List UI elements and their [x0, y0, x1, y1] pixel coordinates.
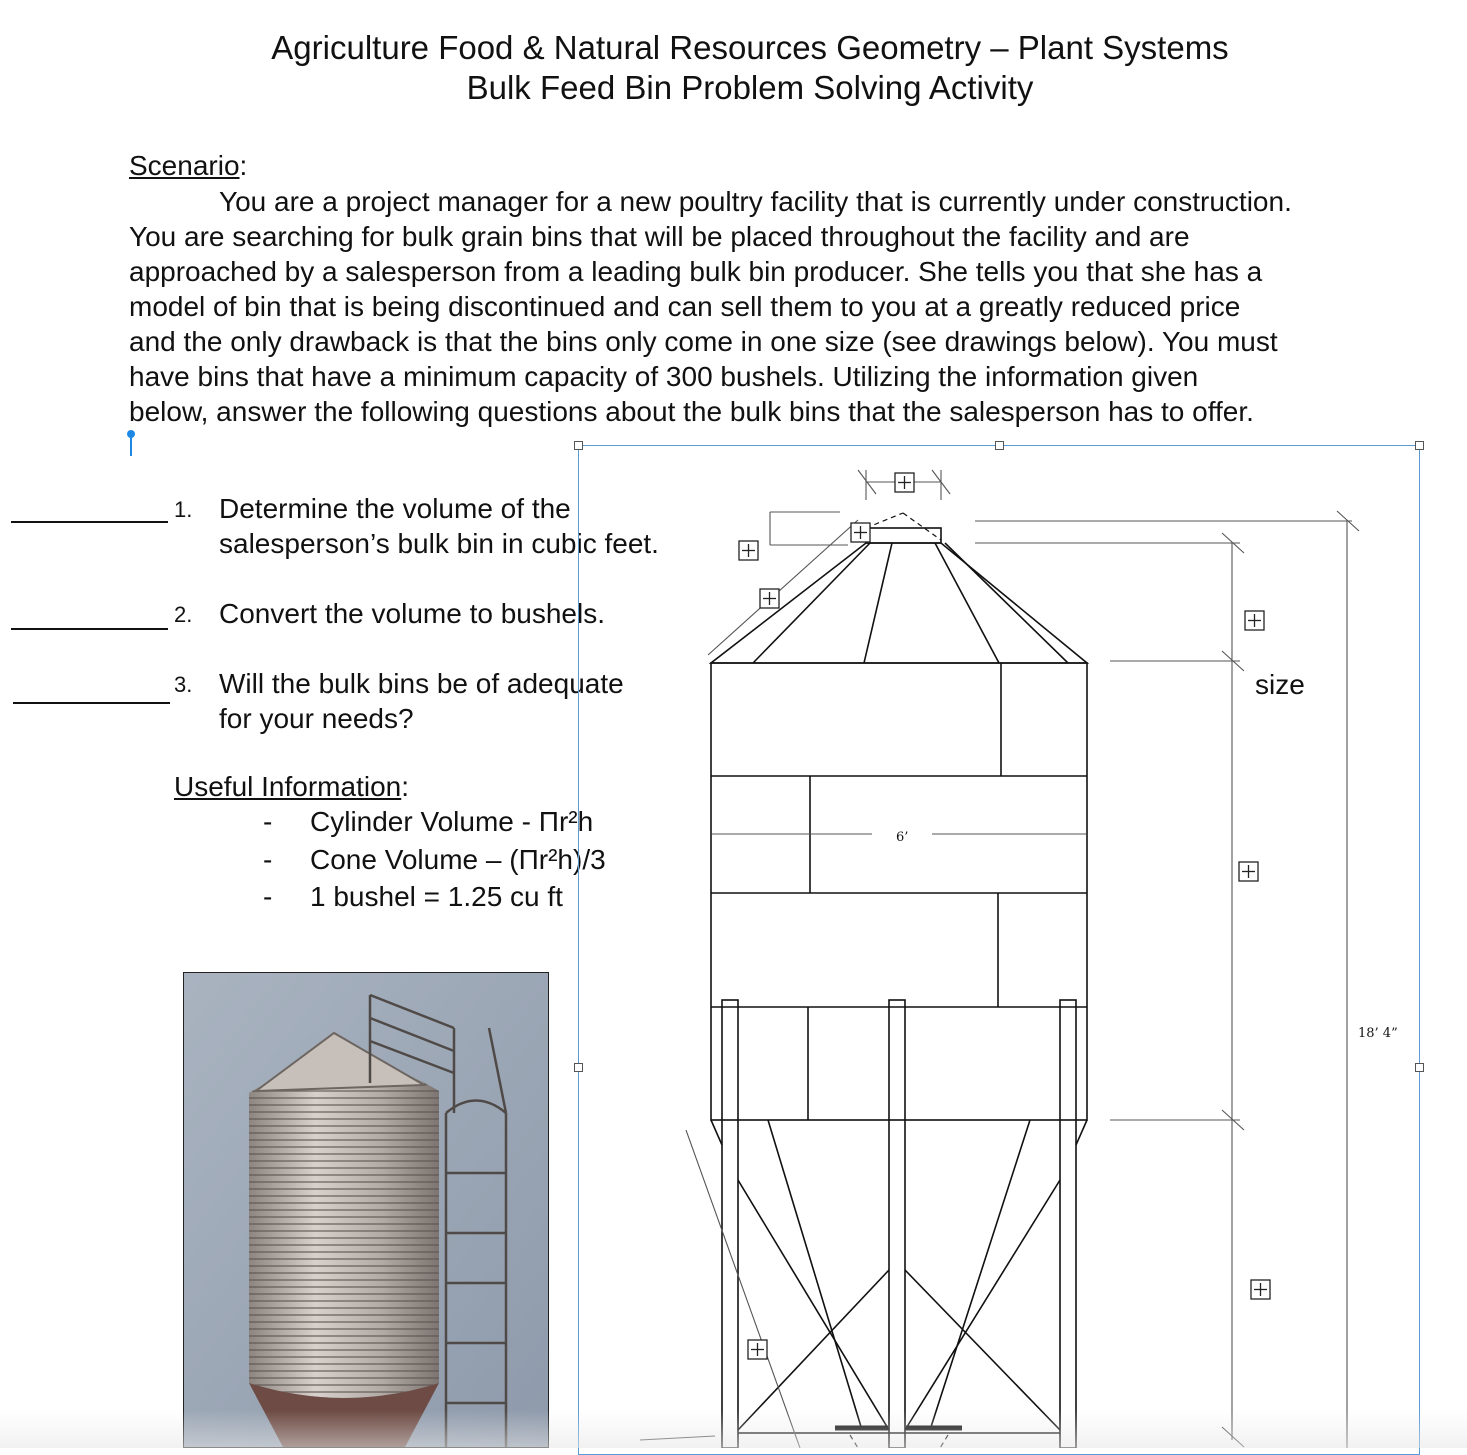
- question-1-line-2: salesperson’s bulk bin in cubic feet.: [219, 528, 659, 559]
- page-subtitle: Bulk Feed Bin Problem Solving Activity: [466, 69, 1034, 106]
- scenario-line-2: You are searching for bulk grain bins that will be placed throughout the facility and are: [129, 221, 1190, 252]
- scenario-line-7: below, answer the following questions about the bulk bins that the salesperson has to offer.: [129, 396, 1254, 427]
- question-3-line-1: Will the bulk bins be of adequate: [219, 668, 624, 699]
- scenario-line-4: model of bin that is being discontinued and can sell them to you at a greatly reduced price: [129, 291, 1241, 322]
- answer-blank-3[interactable]: [13, 702, 170, 704]
- question-1-number: 1.: [174, 497, 193, 522]
- scenario-line-5: and the only drawback is that the bins only come in one size (see drawings below). You must: [129, 326, 1278, 357]
- formula-cone-volume: Cone Volume – (Πr²h)/3: [310, 844, 606, 875]
- scenario-colon: :: [239, 150, 248, 181]
- bin-photo: [183, 972, 549, 1448]
- formula-cylinder-volume: Cylinder Volume - Πr²h: [310, 806, 594, 837]
- height-label: 18’ 4”: [1358, 1026, 1398, 1041]
- useful-info-colon: :: [401, 771, 409, 802]
- question-1-line-1: Determine the volume of the: [219, 493, 571, 524]
- bullet-dash: -: [263, 806, 273, 837]
- scenario-label: Scenario: [129, 150, 240, 181]
- bullet-dash: -: [263, 844, 273, 875]
- answer-blank-2[interactable]: [11, 628, 168, 630]
- resize-handle-top-left[interactable]: [574, 441, 583, 450]
- scenario-line-6: have bins that have a minimum capacity of 300 bushels. Utilizing the information given: [129, 361, 1199, 392]
- size-label: size: [1255, 669, 1305, 700]
- bin-photo-illustration: [184, 973, 549, 1448]
- question-3-line-2: for your needs?: [219, 703, 414, 734]
- cursor-anchor-stem: [130, 436, 132, 456]
- question-2-number: 2.: [174, 602, 193, 627]
- drawing-selection-frame[interactable]: [578, 445, 1420, 1455]
- scenario-heading: [129, 150, 247, 182]
- useful-info-label: Useful Information: [174, 771, 402, 802]
- bushel-conversion: 1 bushel = 1.25 cu ft: [310, 881, 563, 912]
- scenario-line-3: approached by a salesperson from a leading bulk bin producer. She tells you that she has a: [129, 256, 1263, 287]
- diameter-label: 6’: [896, 830, 909, 845]
- question-2-line-1: Convert the volume to bushels.: [219, 598, 605, 629]
- page-title: Agriculture Food & Natural Resources Geometry – Plant Systems: [271, 29, 1229, 66]
- question-3-number: 3.: [174, 672, 193, 697]
- scenario-line-1: You are a project manager for a new poultry facility that is currently under construction.: [219, 186, 1292, 217]
- resize-handle-middle-right[interactable]: [1415, 1063, 1424, 1072]
- resize-handle-top-center[interactable]: [995, 441, 1004, 450]
- page-bottom-fade: [0, 1410, 1467, 1448]
- resize-handle-middle-left[interactable]: [574, 1063, 583, 1072]
- answer-blank-1[interactable]: [11, 521, 168, 523]
- useful-info-heading: [174, 771, 409, 803]
- bullet-dash: -: [263, 881, 273, 912]
- resize-handle-top-right[interactable]: [1415, 441, 1424, 450]
